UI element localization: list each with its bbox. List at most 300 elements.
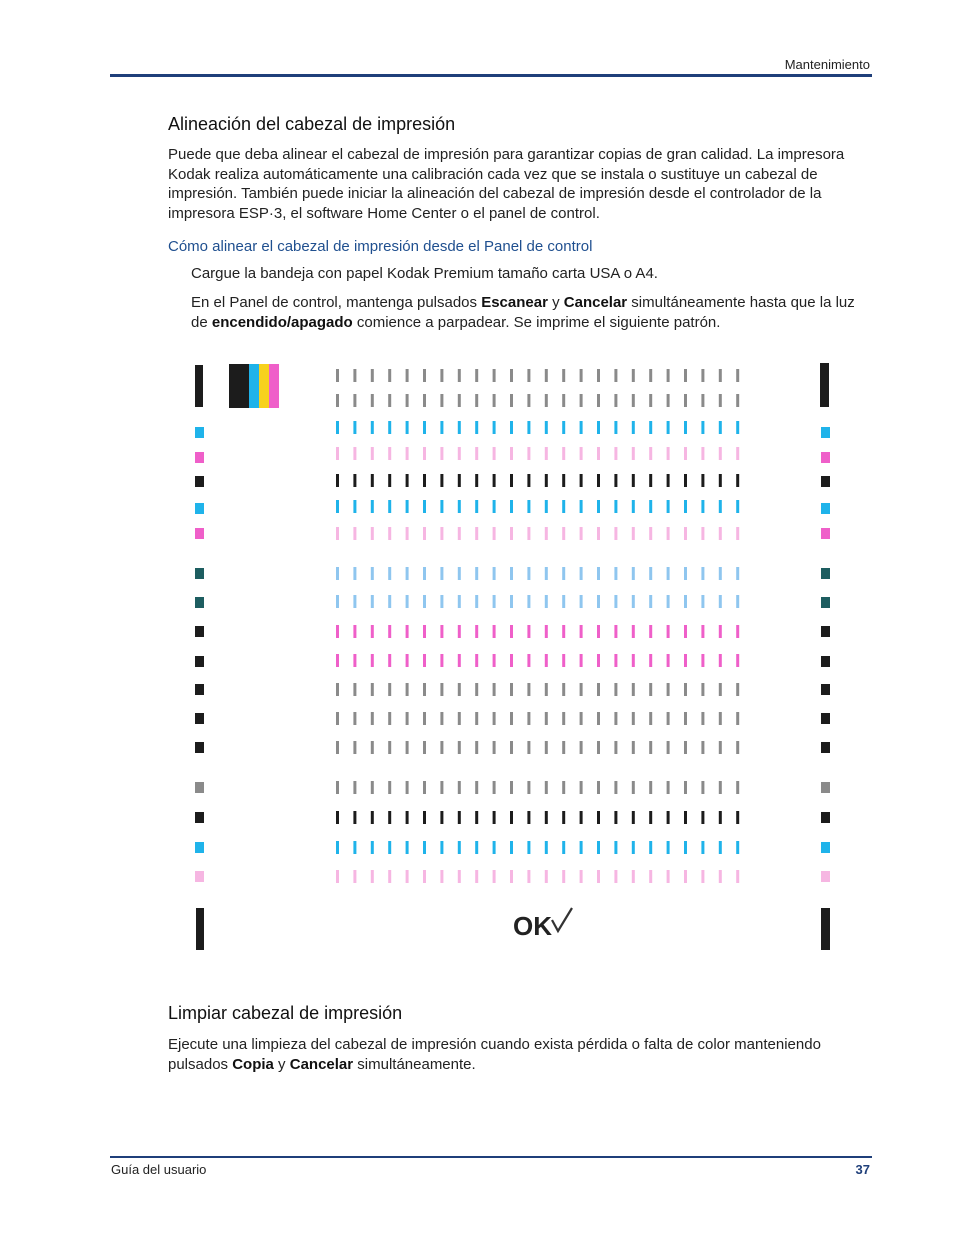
- pattern-dash: [423, 841, 426, 854]
- pattern-dash: [580, 741, 583, 754]
- pattern-dash: [388, 654, 391, 667]
- pattern-dash: [423, 870, 426, 883]
- pattern-dash: [510, 683, 513, 696]
- pattern-dash: [510, 369, 513, 382]
- pattern-dash: [493, 369, 496, 382]
- pattern-dash: [371, 527, 374, 540]
- pattern-dash: [423, 741, 426, 754]
- pattern-dash: [371, 654, 374, 667]
- pattern-dash: [684, 654, 687, 667]
- pattern-dash: [545, 447, 548, 460]
- pattern-dash: [353, 712, 356, 725]
- check-icon: [552, 908, 572, 931]
- pattern-dash: [736, 625, 739, 638]
- pattern-dash: [632, 811, 635, 824]
- pattern-dash: [614, 595, 617, 608]
- pattern-dash: [719, 870, 722, 883]
- pattern-dash: [493, 447, 496, 460]
- pattern-dash: [701, 625, 704, 638]
- key-cancelar: Cancelar: [563, 294, 628, 311]
- pattern-dash: [527, 567, 530, 580]
- pattern-dash: [458, 527, 461, 540]
- pattern-dash: [632, 474, 635, 487]
- pattern-dash: [632, 595, 635, 608]
- pattern-dash: [614, 474, 617, 487]
- pattern-dash: [632, 654, 635, 667]
- pattern-dash: [632, 500, 635, 513]
- pattern-dash: [510, 500, 513, 513]
- pattern-dash: [614, 683, 617, 696]
- pattern-dash: [649, 781, 652, 794]
- pattern-dash: [336, 712, 339, 725]
- subheading-control-panel: Cómo alinear el cabezal de impresión desde el Panel de control: [168, 238, 593, 255]
- pattern-dash: [614, 500, 617, 513]
- footer-rule: [110, 1156, 872, 1158]
- pattern-dash: [406, 567, 409, 580]
- pattern-square: [195, 812, 204, 823]
- ok-label: OK: [513, 911, 552, 941]
- pattern-square: [821, 782, 830, 793]
- pattern-dash: [475, 421, 478, 434]
- pattern-dash: [406, 781, 409, 794]
- pattern-dash: [406, 421, 409, 434]
- pattern-dash: [527, 595, 530, 608]
- pattern-dash: [719, 841, 722, 854]
- pattern-dash: [701, 447, 704, 460]
- pattern-dash: [667, 567, 670, 580]
- pattern-dash: [493, 421, 496, 434]
- pattern-dash: [458, 394, 461, 407]
- pattern-dash: [527, 841, 530, 854]
- pattern-dash: [458, 811, 461, 824]
- pattern-dash: [388, 369, 391, 382]
- pattern-dash: [580, 841, 583, 854]
- pattern-square: [821, 427, 830, 438]
- pattern-dash: [684, 841, 687, 854]
- pattern-dash: [684, 369, 687, 382]
- pattern-dash: [562, 369, 565, 382]
- pattern-dash: [545, 625, 548, 638]
- pattern-dash: [406, 474, 409, 487]
- pattern-dash: [580, 369, 583, 382]
- pattern-dash: [562, 500, 565, 513]
- pattern-dash: [336, 595, 339, 608]
- pattern-square: [195, 597, 204, 608]
- pattern-dash: [475, 394, 478, 407]
- pattern-dash: [475, 683, 478, 696]
- cleaning-text-2: y: [273, 1055, 290, 1073]
- pattern-dash: [649, 841, 652, 854]
- step-load-paper: Cargue la bandeja con papel Kodak Premium tamaño carta USA o A4.: [191, 265, 658, 282]
- pattern-dash: [336, 500, 339, 513]
- pattern-dash: [353, 527, 356, 540]
- pattern-dash: [388, 394, 391, 407]
- pattern-dash: [684, 567, 687, 580]
- pattern-dash: [719, 654, 722, 667]
- pattern-dash: [527, 447, 530, 460]
- pattern-dash: [475, 595, 478, 608]
- pattern-dash: [493, 567, 496, 580]
- pattern-dash: [649, 811, 652, 824]
- pattern-dash: [580, 811, 583, 824]
- pattern-dash: [545, 683, 548, 696]
- pattern-dash: [336, 447, 339, 460]
- pattern-square: [195, 568, 204, 579]
- pattern-dash: [440, 741, 443, 754]
- pattern-dash: [614, 527, 617, 540]
- pattern-dash: [701, 500, 704, 513]
- pattern-dash: [510, 527, 513, 540]
- pattern-dash: [458, 654, 461, 667]
- pattern-dash: [371, 447, 374, 460]
- pattern-square: [195, 427, 204, 438]
- pattern-dash: [684, 474, 687, 487]
- pattern-dash: [475, 369, 478, 382]
- pattern-dash: [736, 741, 739, 754]
- pattern-dash: [562, 447, 565, 460]
- pattern-dash: [510, 841, 513, 854]
- pattern-dash: [684, 527, 687, 540]
- pattern-dash: [493, 811, 496, 824]
- pattern-dash: [597, 654, 600, 667]
- pattern-dash: [580, 870, 583, 883]
- pattern-dash: [388, 811, 391, 824]
- pattern-dash: [336, 683, 339, 696]
- pattern-dash: [701, 474, 704, 487]
- pattern-dash: [371, 421, 374, 434]
- pattern-dash: [406, 527, 409, 540]
- pattern-dash: [510, 811, 513, 824]
- pattern-dash: [527, 500, 530, 513]
- pattern-dash: [527, 527, 530, 540]
- pattern-dash: [545, 421, 548, 434]
- header-rule: [110, 74, 872, 77]
- pattern-dash: [440, 500, 443, 513]
- pattern-dash: [545, 394, 548, 407]
- pattern-dash: [493, 474, 496, 487]
- pattern-square: [195, 742, 204, 753]
- pattern-dash: [719, 741, 722, 754]
- pattern-dash: [667, 781, 670, 794]
- pattern-dash: [406, 683, 409, 696]
- pattern-dash: [614, 421, 617, 434]
- pattern-dash: [388, 500, 391, 513]
- pattern-dash: [336, 841, 339, 854]
- pattern-dash: [667, 683, 670, 696]
- pattern-dash: [371, 781, 374, 794]
- section-title-alignment: Alineación del cabezal de impresión: [168, 114, 456, 134]
- pattern-dash: [580, 712, 583, 725]
- pattern-dash: [614, 781, 617, 794]
- pattern-dash: [371, 500, 374, 513]
- pattern-dash: [371, 811, 374, 824]
- pattern-dash: [562, 683, 565, 696]
- pattern-dash: [701, 741, 704, 754]
- pattern-dash: [597, 527, 600, 540]
- pattern-dash: [458, 683, 461, 696]
- pattern-dash: [475, 474, 478, 487]
- pattern-dash: [423, 712, 426, 725]
- pattern-dash: [719, 595, 722, 608]
- pattern-dash: [597, 870, 600, 883]
- pattern-dash: [475, 781, 478, 794]
- pattern-dash: [458, 741, 461, 754]
- pattern-dash: [649, 712, 652, 725]
- pattern-dash: [371, 474, 374, 487]
- pattern-dash: [475, 654, 478, 667]
- pattern-dash: [580, 781, 583, 794]
- pattern-dash: [667, 421, 670, 434]
- pattern-dash: [701, 394, 704, 407]
- pattern-dash: [527, 654, 530, 667]
- pattern-square: [821, 684, 830, 695]
- pattern-dash: [406, 841, 409, 854]
- pattern-dash: [649, 500, 652, 513]
- pattern-dash: [406, 447, 409, 460]
- pattern-dash: [580, 421, 583, 434]
- pattern-dash: [371, 595, 374, 608]
- pattern-square: [821, 656, 830, 667]
- pattern-dash: [440, 595, 443, 608]
- pattern-dash: [562, 625, 565, 638]
- pattern-dash: [440, 841, 443, 854]
- pattern-square: [195, 528, 204, 539]
- pattern-dash: [719, 447, 722, 460]
- pattern-dash: [649, 683, 652, 696]
- pattern-dash: [336, 394, 339, 407]
- pattern-dash: [736, 527, 739, 540]
- pattern-dash: [475, 447, 478, 460]
- step2-text-2: y: [547, 294, 564, 311]
- pattern-dash: [719, 567, 722, 580]
- pattern-dash: [632, 394, 635, 407]
- pattern-dash: [388, 741, 391, 754]
- pattern-dash: [440, 394, 443, 407]
- pattern-dash: [736, 500, 739, 513]
- pattern-dash: [562, 474, 565, 487]
- pattern-dash: [736, 369, 739, 382]
- pattern-dash: [527, 683, 530, 696]
- key-power: encendido/apagado: [211, 314, 353, 331]
- pattern-dash: [371, 394, 374, 407]
- pattern-swatch: [269, 364, 279, 408]
- pattern-dash: [667, 595, 670, 608]
- pattern-dash: [614, 811, 617, 824]
- pattern-dash: [545, 527, 548, 540]
- pattern-dash: [527, 712, 530, 725]
- pattern-dash: [475, 841, 478, 854]
- pattern-dash: [545, 567, 548, 580]
- pattern-dash: [336, 567, 339, 580]
- pattern-dash: [458, 625, 461, 638]
- pattern-dash: [632, 781, 635, 794]
- pattern-dash: [458, 841, 461, 854]
- pattern-dash: [580, 654, 583, 667]
- pattern-dash: [493, 781, 496, 794]
- pattern-dash: [701, 567, 704, 580]
- pattern-dash: [353, 741, 356, 754]
- pattern-dash: [562, 421, 565, 434]
- pattern-dash: [597, 394, 600, 407]
- pattern-dash: [632, 841, 635, 854]
- pattern-dash: [684, 741, 687, 754]
- pattern-dash: [423, 474, 426, 487]
- pattern-dash: [614, 654, 617, 667]
- pattern-dash: [353, 474, 356, 487]
- pattern-dash: [527, 811, 530, 824]
- pattern-dash: [423, 595, 426, 608]
- pattern-dash: [388, 421, 391, 434]
- pattern-dash: [736, 781, 739, 794]
- pattern-dash: [736, 421, 739, 434]
- pattern-dash: [597, 712, 600, 725]
- cleaning-text-1: Ejecute una limpieza del cabezal de impresión cuando exista pérdida o falta de color manteniendo pulsados: [168, 1036, 821, 1073]
- pattern-dash: [614, 870, 617, 883]
- pattern-dash: [406, 500, 409, 513]
- pattern-dash: [649, 654, 652, 667]
- pattern-dash: [597, 474, 600, 487]
- pattern-dash: [649, 870, 652, 883]
- pattern-dash: [371, 841, 374, 854]
- pattern-dash: [545, 841, 548, 854]
- pattern-dash: [493, 500, 496, 513]
- pattern-dash: [667, 870, 670, 883]
- pattern-dash: [406, 625, 409, 638]
- pattern-dash: [353, 421, 356, 434]
- pattern-dash: [649, 595, 652, 608]
- pattern-dash: [580, 527, 583, 540]
- pattern-square: [195, 713, 204, 724]
- pattern-dash: [649, 474, 652, 487]
- pattern-dash: [736, 683, 739, 696]
- pattern-dash: [719, 712, 722, 725]
- pattern-dash: [423, 781, 426, 794]
- pattern-dash: [632, 741, 635, 754]
- pattern-square: [195, 684, 204, 695]
- pattern-dash: [667, 527, 670, 540]
- pattern-dash: [458, 447, 461, 460]
- pattern-dash: [614, 741, 617, 754]
- pattern-bar: [820, 363, 829, 407]
- pattern-dash: [719, 500, 722, 513]
- pattern-dash: [423, 625, 426, 638]
- pattern-dash: [371, 741, 374, 754]
- pattern-dash: [701, 781, 704, 794]
- pattern-dash: [353, 654, 356, 667]
- pattern-dash: [527, 474, 530, 487]
- pattern-dash: [510, 447, 513, 460]
- pattern-dash: [510, 654, 513, 667]
- pattern-square: [195, 871, 204, 882]
- pattern-dash: [649, 369, 652, 382]
- pattern-dash: [493, 712, 496, 725]
- pattern-dash: [406, 654, 409, 667]
- pattern-dash: [562, 567, 565, 580]
- pattern-square: [821, 713, 830, 724]
- pattern-dash: [701, 421, 704, 434]
- pattern-dash: [736, 654, 739, 667]
- pattern-dash: [406, 870, 409, 883]
- pattern-dash: [580, 474, 583, 487]
- pattern-square: [821, 568, 830, 579]
- pattern-dash: [475, 527, 478, 540]
- pattern-dash: [649, 421, 652, 434]
- alignment-intro: Puede que deba alinear el cabezal de impresión para garantizar copias de gran calidad. La impresora Kodak realiza automáticamente una calibración cada vez que se instala o sustituye un cabezal de impresión. También puede iniciar la alineación del cabezal de impresión desde el controlador de la impresora ESP·3, el software Home Center o el panel de control.: [168, 146, 845, 223]
- pattern-dash: [719, 683, 722, 696]
- pattern-dash: [614, 447, 617, 460]
- pattern-dash: [597, 595, 600, 608]
- pattern-dash: [353, 595, 356, 608]
- pattern-dash: [545, 369, 548, 382]
- pattern-dash: [475, 712, 478, 725]
- pattern-square: [821, 597, 830, 608]
- pattern-dash: [440, 712, 443, 725]
- pattern-dash: [701, 369, 704, 382]
- pattern-dash: [632, 527, 635, 540]
- pattern-dash: [701, 712, 704, 725]
- pattern-dash: [353, 500, 356, 513]
- pattern-square: [821, 742, 830, 753]
- pattern-dash: [527, 781, 530, 794]
- cleaning-body: [168, 1035, 868, 1074]
- pattern-dash: [336, 527, 339, 540]
- pattern-dash: [597, 625, 600, 638]
- pattern-dash: [597, 683, 600, 696]
- pattern-dash: [667, 654, 670, 667]
- pattern-dash: [701, 527, 704, 540]
- pattern-dash: [545, 595, 548, 608]
- pattern-dash: [719, 625, 722, 638]
- pattern-dash: [440, 474, 443, 487]
- pattern-dash: [667, 741, 670, 754]
- pattern-dash: [423, 394, 426, 407]
- pattern-dash: [719, 781, 722, 794]
- pattern-dash: [493, 741, 496, 754]
- pattern-dash: [667, 394, 670, 407]
- pattern-dash: [353, 841, 356, 854]
- pattern-dash: [493, 625, 496, 638]
- pattern-dash: [701, 654, 704, 667]
- pattern-dash: [562, 654, 565, 667]
- pattern-dash: [336, 654, 339, 667]
- pattern-dash: [562, 712, 565, 725]
- pattern-dash: [667, 811, 670, 824]
- pattern-dash: [614, 625, 617, 638]
- pattern-dash: [440, 447, 443, 460]
- pattern-dash: [580, 500, 583, 513]
- pattern-dash: [423, 527, 426, 540]
- pattern-dash: [597, 811, 600, 824]
- pattern-square: [195, 476, 204, 487]
- pattern-dash: [667, 474, 670, 487]
- pattern-dash: [545, 781, 548, 794]
- pattern-dash: [493, 841, 496, 854]
- pattern-dash: [701, 811, 704, 824]
- pattern-dash: [510, 741, 513, 754]
- pattern-dash: [580, 683, 583, 696]
- pattern-dash: [336, 811, 339, 824]
- pattern-dash: [493, 527, 496, 540]
- page-number: 37: [855, 1162, 870, 1177]
- pattern-bar: [821, 908, 830, 950]
- pattern-dash: [510, 474, 513, 487]
- pattern-dash: [336, 369, 339, 382]
- pattern-dash: [684, 500, 687, 513]
- pattern-dash: [458, 500, 461, 513]
- pattern-dash: [475, 500, 478, 513]
- pattern-dash: [667, 841, 670, 854]
- pattern-dash: [493, 595, 496, 608]
